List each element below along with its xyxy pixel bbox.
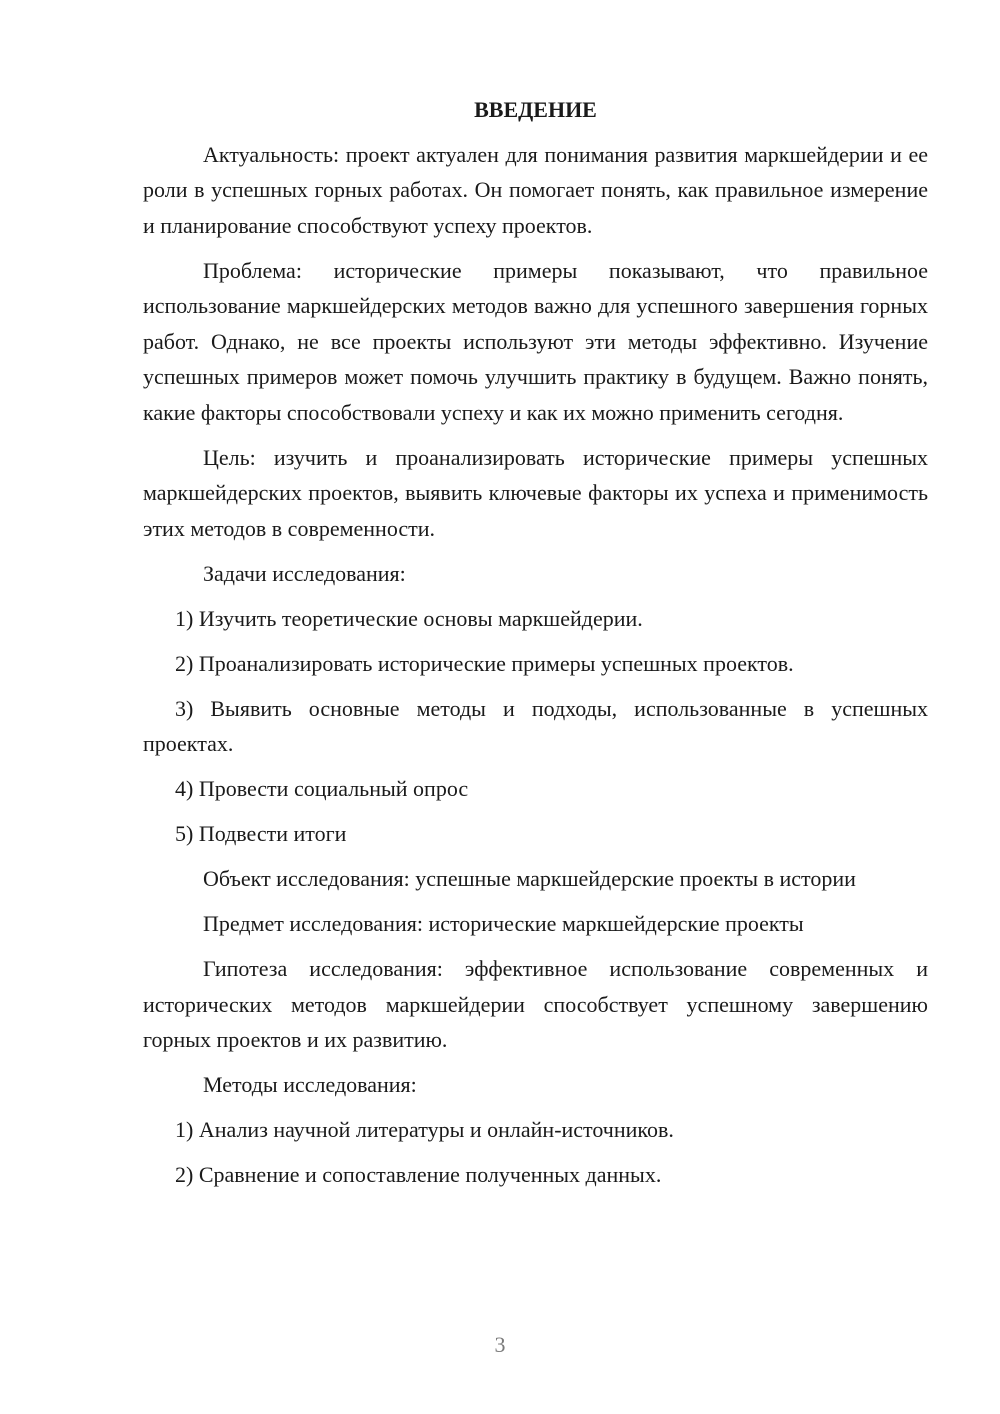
paragraph-relevance: Актуальность: проект актуален для понимания развития маркшейдерии и ее роли в успешных горных работах. Он помогает понять, как правильное измерение и планирование способствуют успеху проектов. bbox=[143, 141, 928, 238]
method-item: 1) Анализ научной литературы и онлайн-источников. bbox=[175, 1117, 674, 1142]
task-item: 2) Проанализировать исторические примеры успешных проектов. bbox=[175, 650, 794, 676]
task-item: 1) Изучить теоретические основы маркшейдерии. bbox=[175, 605, 643, 631]
paragraph-goal: Цель: изучить и проанализировать исторические примеры успешных маркшейдерских проектов, выявить ключевые факторы их успеха и применимость этих методов в современности. bbox=[143, 444, 928, 541]
paragraph-hypothesis: Гипотеза исследования: эффективное использование современных и исторических методов маркшейдерии способствует успешному завершению горных проектов и их развитию. bbox=[143, 956, 928, 1052]
document-page bbox=[143, 92, 928, 1202]
paragraph-tasks-heading: Задачи исследования: bbox=[203, 560, 406, 586]
task-item: 5) Подвести итоги bbox=[175, 821, 347, 846]
paragraph-methods-heading: Методы исследования: bbox=[203, 1072, 417, 1097]
paragraph-problem: Проблема: исторические примеры показывают, что правильное использование маркшейдерских методов важно для успешного завершения горных работ. Однако, не все проекты используют эти методы эффективно. Изучение успешных примеров может помочь улучшить практику в будущем. Важно понять, какие факторы способствовали успеху и как их можно применить сегодня. bbox=[143, 257, 928, 425]
page-number: 3 bbox=[494, 1332, 506, 1357]
section-title: ВВЕДЕНИЕ bbox=[474, 97, 597, 122]
task-item: 4) Провести социальный опрос bbox=[175, 776, 469, 801]
method-item: 2) Сравнение и сопоставление полученных данных. bbox=[175, 1162, 662, 1187]
paragraph-subject: Предмет исследования: исторические маркшейдерские проекты bbox=[203, 911, 804, 936]
paragraph-object: Объект исследования: успешные маркшейдерские проекты в истории bbox=[203, 866, 856, 891]
task-item: 3) Выявить основные методы и подходы, использованные в успешных проектах. bbox=[143, 695, 928, 756]
